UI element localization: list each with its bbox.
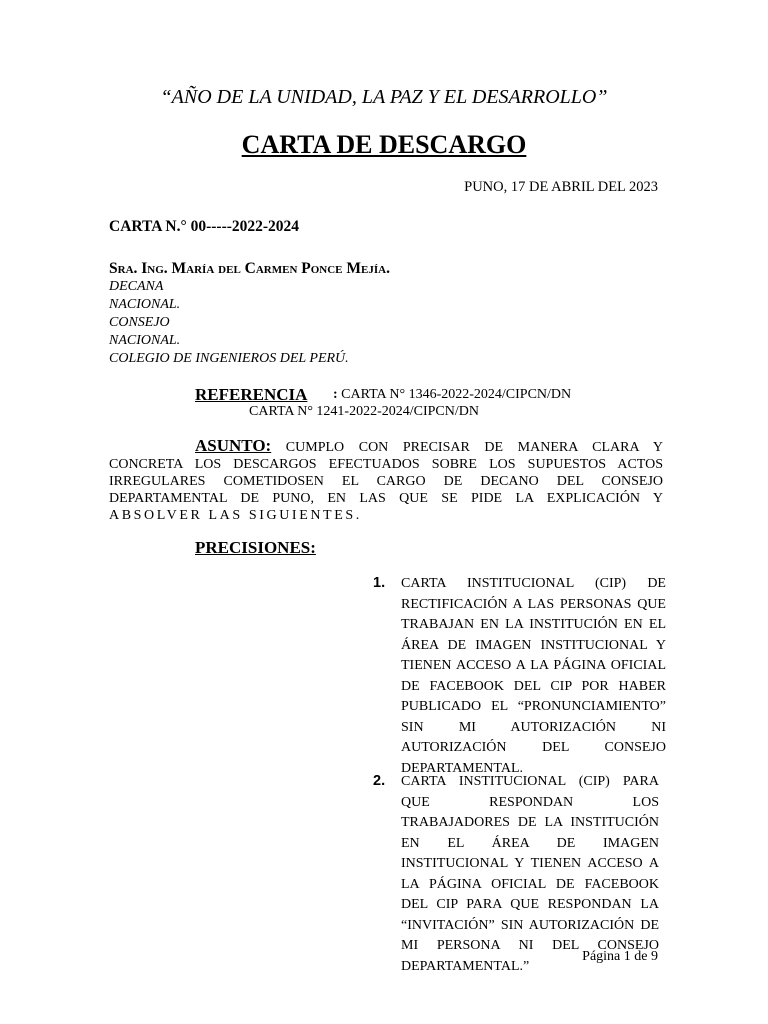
item-text-line: “INVITACIÓN” SIN AUTORIZACIÓN DE <box>401 917 659 933</box>
precisiones-heading: PRECISIONES: <box>195 538 316 557</box>
recipient-title-line: CONSEJO <box>109 315 170 330</box>
item-text-line: PUBLICADO EL “PRONUNCIAMIENTO” <box>401 699 666 714</box>
item-text-line: LA PÁGINA OFICIAL DE FACEBOOK <box>401 876 659 892</box>
place-date: PUNO, 17 DE ABRIL DEL 2023 <box>464 179 658 195</box>
item-text-line: DEPARTAMENTAL.” <box>401 958 530 974</box>
referencia-ref-2: CARTA N° 1241-2022-2024/CIPCN/DN <box>249 404 479 419</box>
document-motto: “AÑO DE LA UNIDAD, LA PAZ Y EL DESARROLLO” <box>160 86 608 108</box>
item-text-line: TRABAJAN EN LA INSTITUCIÓN EN EL <box>401 617 666 632</box>
item-text-line: QUE RESPONDAN LOS <box>401 794 659 810</box>
item-number: 1. <box>373 575 386 591</box>
item-text-line: MI PERSONA NI DEL CONSEJO <box>401 938 659 953</box>
referencia-ref-1: CARTA N° 1346-2022-2024/CIPCN/DN <box>341 387 572 402</box>
recipient-title-line: NACIONAL. <box>109 297 181 312</box>
item-text-line: DEL CIP PARA QUE RESPONDAN LA <box>401 897 659 912</box>
item-text-line: INSTITUCIONAL Y TIENEN ACCESO A <box>401 856 659 871</box>
item-number: 2. <box>373 773 386 789</box>
item-text-line: EN EL ÁREA DE IMAGEN <box>401 835 659 851</box>
recipient-title-line: DECANA <box>109 279 164 294</box>
asunto-text-line: IRREGULARES COMETIDOSEN EL CARGO DE DECANO DEL CONSEJO <box>109 474 663 489</box>
page-number: Página 1 de 9 <box>582 949 658 964</box>
asunto-paragraph <box>109 437 663 524</box>
recipient-title-line: NACIONAL. <box>109 333 181 348</box>
asunto-first-line <box>109 437 663 456</box>
referencia-line-1 <box>333 387 571 403</box>
item-text-line: CARTA INSTITUCIONAL (CIP) PARA <box>401 774 659 789</box>
precision-item-2 <box>401 772 659 977</box>
precision-item-1 <box>401 574 666 779</box>
item-text-line: CARTA INSTITUCIONAL (CIP) DE <box>401 576 666 591</box>
referencia-label: REFERENCIA <box>195 385 308 404</box>
item-text-line: RECTIFICACIÓN A LAS PERSONAS QUE <box>401 596 666 612</box>
asunto-text: CUMPLO CON PRECISAR DE MANERA CLARA Y <box>285 440 663 455</box>
asunto-label: ASUNTO: <box>195 436 272 455</box>
item-text-line: DE FACEBOOK DEL CIP POR HABER <box>401 678 666 694</box>
item-text-line: TRABAJADORES DE LA INSTITUCIÓN <box>401 815 659 830</box>
asunto-text-line: DEPARTAMENTAL DE PUNO, EN LAS QUE SE PIDE LA EXPLICACIÓN Y <box>109 491 663 506</box>
asunto-text-line: CONCRETA LOS DESCARGOS EFECTUADOS SOBRE LOS SUPUESTOS ACTOS <box>109 457 663 472</box>
recipient-institution: COLEGIO DE INGENIEROS DEL PERÚ. <box>109 351 349 366</box>
item-text-line: TIENEN ACCESO A LA PÁGINA OFICIAL <box>401 658 666 673</box>
recipient-name: Sra. Ing. María del Carmen Ponce Mejía. <box>109 260 390 277</box>
referencia-colon: : <box>333 387 338 402</box>
item-text-line: AUTORIZACIÓN DEL CONSEJO <box>401 740 666 755</box>
item-text-line: SIN MI AUTORIZACIÓN NI <box>401 719 666 735</box>
carta-number: CARTA N.° 00-----2022-2024 <box>109 218 300 235</box>
document-title: CARTA DE DESCARGO <box>241 130 527 159</box>
item-text-line: DEPARTAMENTAL. <box>401 760 524 776</box>
asunto-text-line: ABSOLVER LAS SIGUIENTES. <box>109 508 362 523</box>
item-text-line: ÁREA DE IMAGEN INSTITUCIONAL Y <box>401 637 666 653</box>
